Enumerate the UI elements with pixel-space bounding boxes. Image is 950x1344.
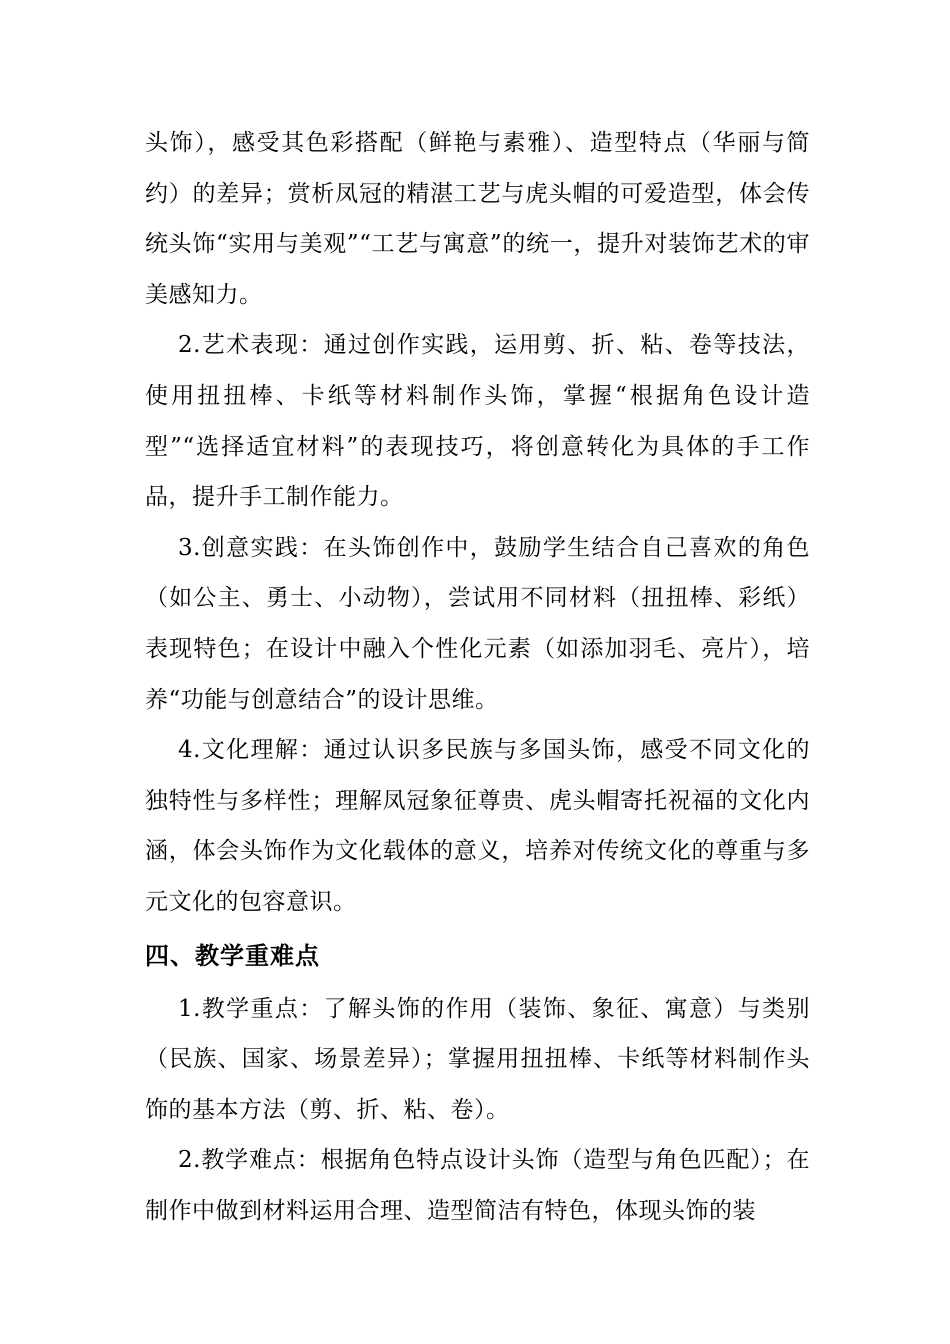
paragraph-teaching-difficulties: 2.教学难点：根据角色特点设计头饰（造型与角色匹配）；在制作中做到材料运用合理、造型简洁有特色，体现头饰的装	[145, 1147, 810, 1224]
paragraph-aesthetic-perception-continued: 头饰），感受其色彩搭配（鲜艳与素雅）、造型特点（华丽与简约）的差异；赏析凤冠的精湛工艺与虎头帽的可爱造型，体会传统头饰“实用与美观”“工艺与寓意”的统一，提升对装饰艺术的审美感知力。	[145, 130, 810, 308]
paragraph-cultural-understanding: 4.文化理解：通过认识多民族与多国头饰，感受不同文化的独特性与多样性；理解凤冠象征尊贵、虎头帽寄托祝福的文化内涵，体会头饰作为文化载体的意义，培养对传统文化的尊重与多元文化的包容意识。	[145, 737, 810, 915]
paragraph-artistic-expression: 2.艺术表现：通过创作实践，运用剪、折、粘、卷等技法，使用扭扭棒、卡纸等材料制作头饰，掌握“根据角色设计造型”“选择适宜材料”的表现技巧，将创意转化为具体的手工作品，提升手工制作能力。	[145, 332, 810, 511]
document-body	[145, 118, 810, 1236]
paragraph-creative-practice: 3.创意实践：在头饰创作中，鼓励学生结合自己喜欢的角色（如公主、勇士、小动物），尝试用不同材料（扭扭棒、彩纸）表现特色；在设计中融入个性化元素（如添加羽毛、亮片），培养“功能与创意结合”的设计思维。	[145, 534, 810, 713]
paragraph-teaching-key-points: 1.教学重点：了解头饰的作用（装饰、象征、寓意）与类别（民族、国家、场景差异）；掌握用扭扭棒、卡纸等材料制作头饰的基本方法（剪、折、粘、卷）。	[145, 995, 810, 1123]
section-heading-key-difficult-points: 四、教学重难点	[145, 941, 320, 970]
